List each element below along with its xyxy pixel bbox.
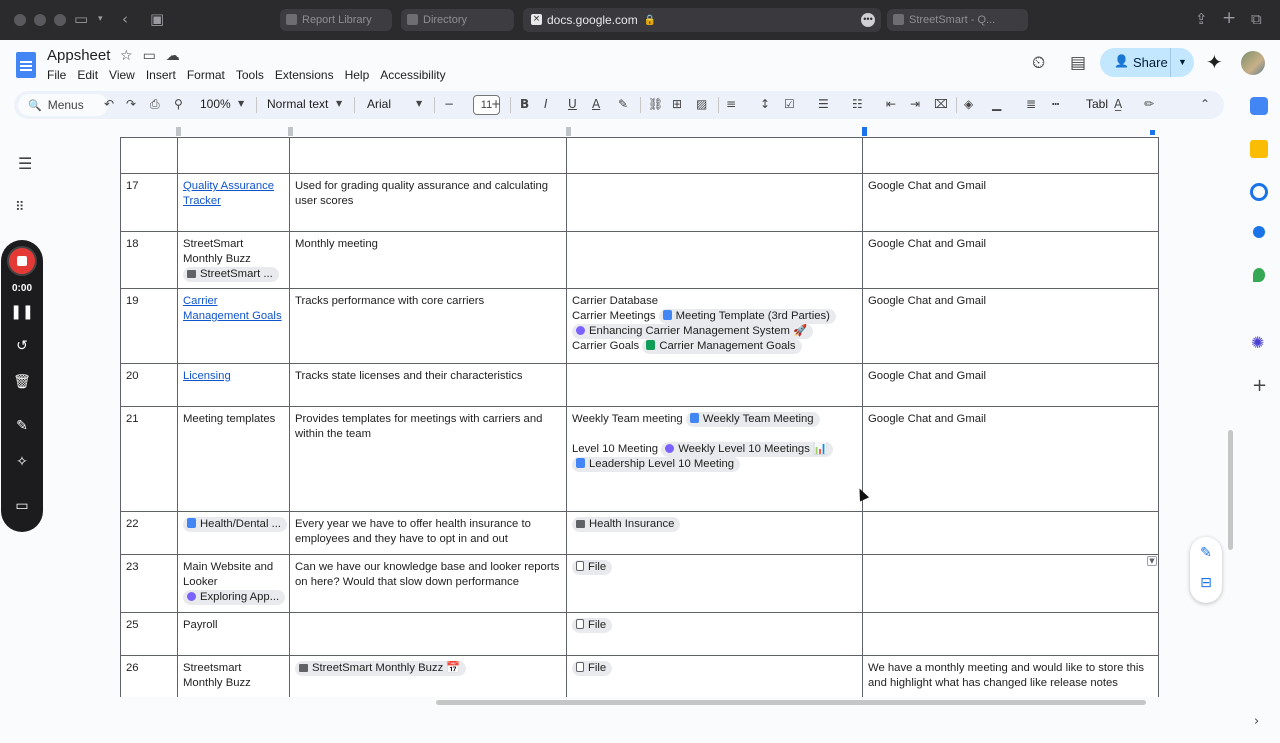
calendar-icon[interactable] <box>1250 97 1268 115</box>
notes-cell[interactable] <box>863 512 1159 555</box>
resource-line <box>572 661 857 676</box>
file-icon <box>576 561 584 571</box>
contacts-icon[interactable] <box>1253 226 1265 238</box>
people-icon: 👤 <box>1114 54 1129 68</box>
menu-view[interactable]: View <box>109 68 135 82</box>
addon-icon[interactable]: ✺ <box>1251 333 1265 352</box>
browser-toolbar <box>0 0 1280 40</box>
restart-icon[interactable]: ↺ <box>16 338 28 354</box>
row-number: 23 <box>126 561 139 573</box>
version-history-icon[interactable]: ⏲ <box>1032 53 1046 73</box>
resources-cell[interactable] <box>567 138 863 174</box>
calendar-event-icon <box>299 664 308 672</box>
cell-text: Main Website and Looker <box>183 561 274 588</box>
smart-chip[interactable]: Meeting Template (3rd Parties) <box>659 309 836 324</box>
notes-text: Google Chat and Gmail <box>868 180 987 192</box>
table-row <box>121 512 1159 555</box>
row-number: 20 <box>126 370 139 382</box>
notes-cell[interactable] <box>863 364 1159 407</box>
name-cell[interactable] <box>178 289 290 364</box>
notes-cell[interactable] <box>863 232 1159 289</box>
magic-wand-icon[interactable]: ✧ <box>16 454 28 470</box>
table-row <box>121 232 1159 289</box>
bulleted-list-icon[interactable]: ☰ <box>818 97 829 111</box>
expand-panel-icon[interactable]: › <box>1254 714 1260 729</box>
more-icon[interactable]: ••• <box>861 13 875 27</box>
doc-link[interactable]: Quality Assurance Tracker <box>183 180 275 207</box>
resource-line <box>572 339 857 354</box>
smart-chip[interactable]: File <box>572 560 612 575</box>
smart-chip[interactable]: Health/Dental ... <box>183 517 287 532</box>
description-cell[interactable] <box>290 407 567 512</box>
table-row <box>121 613 1159 656</box>
row-number-cell[interactable] <box>121 555 178 613</box>
style-caret-icon[interactable]: ▼ <box>336 99 343 108</box>
description-cell[interactable] <box>290 555 567 613</box>
suggest-edit-icon[interactable]: ✎ <box>1200 545 1212 561</box>
trash-icon[interactable]: 🗑 <box>13 374 31 390</box>
table-row <box>121 407 1159 512</box>
tasks-icon[interactable] <box>1250 183 1268 201</box>
menu-tools[interactable]: Tools <box>235 68 264 82</box>
increase-font-icon[interactable]: + <box>491 97 502 111</box>
browser-tab-report-library[interactable]: Report Library <box>280 9 392 31</box>
new-tab-icon[interactable]: + <box>1222 8 1237 28</box>
appsheet-icon <box>665 444 674 453</box>
ruler[interactable] <box>120 124 1160 138</box>
resources-cell[interactable] <box>567 555 863 613</box>
numbered-list-icon[interactable]: ☷ <box>852 97 863 111</box>
link-icon[interactable]: ⛓ <box>648 97 664 111</box>
smart-chip[interactable]: Carrier Management Goals <box>642 339 801 354</box>
doc-file-icon <box>576 458 585 468</box>
description-text: Used for grading quality assurance and calculating user scores <box>295 180 549 207</box>
description-text: Provides templates for meetings with carriers and within the team <box>295 413 543 440</box>
tab-overview-icon[interactable]: ▣ <box>150 10 165 28</box>
font-size-input[interactable]: 11 <box>473 95 500 115</box>
menu-accessibility[interactable]: Accessibility <box>380 68 446 82</box>
resource-line <box>572 517 857 532</box>
table-row <box>121 289 1159 364</box>
resource-line <box>572 412 857 427</box>
name-cell[interactable] <box>178 407 290 512</box>
text-color-icon[interactable]: A <box>592 97 601 111</box>
search-icon: 🔍 <box>28 98 42 112</box>
move-folder-icon[interactable]: ▭ <box>142 48 156 64</box>
menu-help[interactable]: Help <box>344 68 370 82</box>
resource-line <box>572 324 857 339</box>
notes-cell[interactable] <box>863 613 1159 656</box>
menu-edit[interactable]: Edit <box>77 68 99 82</box>
star-icon[interactable]: ☆ <box>120 48 133 64</box>
editing-mode-icon[interactable]: ✏ <box>1144 97 1155 111</box>
cell-text: Carrier Database <box>572 295 659 307</box>
horizontal-scrollbar[interactable] <box>436 700 1146 705</box>
share-page-icon[interactable]: ⇪ <box>1195 10 1208 28</box>
cell-fill-icon[interactable]: ◈ <box>964 97 974 111</box>
doc-link[interactable]: Licensing <box>183 370 231 382</box>
row-number: 22 <box>126 518 139 530</box>
smart-chip[interactable]: Enhancing Carrier Management System 🚀 <box>572 324 813 339</box>
notes-text: Google Chat and Gmail <box>868 413 987 425</box>
file-icon <box>576 662 584 672</box>
table-row <box>121 364 1159 407</box>
border-color-icon[interactable]: ▁ <box>992 97 1002 111</box>
row-number-cell[interactable] <box>121 138 178 174</box>
resource-line <box>572 457 857 472</box>
undo-icon[interactable]: ↶ <box>104 97 115 111</box>
menu-format[interactable]: Format <box>186 68 225 82</box>
formatting-toolbar <box>14 91 1224 119</box>
resource-line <box>572 442 857 457</box>
table-row <box>121 555 1159 613</box>
notes-text: We have a monthly meeting and would like to store this and highlight what has changed like release notes <box>868 662 1145 689</box>
decrease-font-icon[interactable]: − <box>444 97 455 111</box>
decrease-indent-icon[interactable]: ⇤ <box>886 97 897 111</box>
insert-image-icon[interactable]: ▨ <box>696 97 708 111</box>
notes-cell[interactable] <box>863 555 1159 613</box>
smart-chip[interactable]: Leadership Level 10 Meeting <box>572 457 740 472</box>
smart-chip[interactable]: File <box>572 661 612 676</box>
cell-text: Level 10 Meeting <box>572 443 662 455</box>
stop-recording-button[interactable] <box>7 246 37 276</box>
tabs-icon[interactable]: ⠿ <box>15 200 25 215</box>
menu-bar <box>47 68 457 82</box>
notes-cell[interactable] <box>863 407 1159 512</box>
zoom-select[interactable]: 100% <box>200 97 231 111</box>
resource-line <box>572 309 857 324</box>
vertical-scrollbar[interactable] <box>1228 430 1233 550</box>
menu-extensions[interactable]: Extensions <box>274 68 334 82</box>
recording-time: 0:00 <box>11 283 32 294</box>
outline-icon[interactable]: ☰ <box>18 154 33 173</box>
row-number-cell[interactable] <box>121 407 178 512</box>
row-number-cell[interactable] <box>121 656 178 698</box>
description-cell[interactable] <box>290 232 567 289</box>
row-number: 21 <box>126 413 139 425</box>
screen-recorder <box>1 240 43 532</box>
cell-menu-icon[interactable]: ▼ <box>1147 556 1157 566</box>
description-text: Tracks state licenses and their characteristics <box>295 370 523 382</box>
name-cell[interactable] <box>178 512 290 555</box>
menus-search[interactable]: 🔍 Menus <box>18 94 108 116</box>
cell-text: Streetsmart Monthly Buzz <box>183 662 251 689</box>
back-icon[interactable]: ‹ <box>122 10 128 28</box>
underline-icon[interactable]: U <box>568 97 577 111</box>
name-cell[interactable] <box>178 364 290 407</box>
name-cell[interactable] <box>178 613 290 656</box>
table-row <box>121 138 1159 174</box>
bold-icon[interactable]: B <box>520 97 530 111</box>
resources-cell[interactable] <box>567 364 863 407</box>
align-icon[interactable]: ≡ <box>726 97 737 111</box>
smart-chip[interactable]: StreetSmart Monthly Buzz 📅 <box>295 661 466 676</box>
font-caret-icon[interactable]: ▼ <box>416 99 423 108</box>
chevron-down-icon[interactable]: ▾ <box>98 14 103 24</box>
row-number: 18 <box>126 238 139 250</box>
spelling-icon[interactable]: A̲ <box>1114 97 1123 111</box>
border-dash-icon[interactable]: ┅ <box>1052 97 1060 111</box>
doc-link[interactable]: Carrier Management Goals <box>183 295 282 322</box>
font-select[interactable]: Arial <box>367 97 392 111</box>
line-spacing-icon[interactable]: ↕ <box>760 97 771 111</box>
cell-text: Weekly Team meeting <box>572 413 686 425</box>
site-favicon-icon: × <box>532 14 541 24</box>
row-number: 25 <box>126 619 139 631</box>
description-text: Monthly meeting <box>295 238 378 250</box>
doc-file-icon <box>690 413 699 423</box>
resource-line <box>572 618 857 633</box>
address-bar[interactable]: × docs.google.com 🔒 ••• <box>523 8 881 32</box>
style-select[interactable]: Normal text <box>267 97 329 111</box>
notes-cell[interactable] <box>863 138 1159 174</box>
cloud-status-icon[interactable]: ☁ <box>165 48 180 64</box>
description-cell[interactable] <box>290 613 567 656</box>
comments-icon[interactable]: ▤ <box>1070 53 1087 73</box>
share-dropdown-icon[interactable]: ▼ <box>1170 48 1194 77</box>
cell-text: Carrier Meetings <box>572 310 659 322</box>
table-menu[interactable]: Tabl <box>1086 97 1109 111</box>
name-cell[interactable] <box>178 232 290 289</box>
resources-cell[interactable] <box>567 656 863 698</box>
camera-icon[interactable]: ▭ <box>15 498 29 514</box>
cell-text: Meeting templates <box>183 413 276 425</box>
gemini-icon[interactable]: ✦ <box>1206 50 1223 74</box>
border-width-icon[interactable]: ≣ <box>1026 97 1037 111</box>
row-number: 26 <box>126 662 139 674</box>
cell-text: Carrier Goals <box>572 340 643 352</box>
resource-line <box>572 427 857 442</box>
notes-cell[interactable] <box>863 656 1159 698</box>
smart-chip[interactable]: Weekly Team Meeting <box>686 412 820 427</box>
doc-file-icon <box>187 518 196 528</box>
resource-line <box>572 294 857 309</box>
italic-icon[interactable]: I <box>544 97 548 111</box>
description-text: Every year we have to offer health insurance to employees and they have to opt in and out <box>295 518 531 545</box>
smart-chip[interactable]: File <box>572 618 612 633</box>
description-cell[interactable] <box>290 512 567 555</box>
resources-cell[interactable] <box>567 289 863 364</box>
smart-chip[interactable]: StreetSmart ... <box>183 267 279 282</box>
increase-indent-icon[interactable]: ⇥ <box>910 97 921 111</box>
collapse-toolbar-icon[interactable]: ⌃ <box>1200 97 1211 111</box>
name-cell[interactable] <box>178 555 290 613</box>
resource-line <box>572 560 857 575</box>
folder-icon <box>187 270 196 278</box>
description-text: Tracks performance with core carriers <box>295 295 485 307</box>
doc-file-icon <box>663 310 672 320</box>
description-text: Can we have our knowledge base and looker reports on here? Would that slow down performance <box>295 561 560 588</box>
smart-chip[interactable]: Weekly Level 10 Meetings 📊 <box>661 442 833 457</box>
paint-format-icon[interactable]: ⚲ <box>174 97 183 111</box>
window-controls[interactable] <box>14 14 66 26</box>
menu-insert[interactable]: Insert <box>145 68 176 82</box>
table-row <box>121 656 1159 698</box>
row-number: 19 <box>126 295 139 307</box>
get-addons-icon[interactable]: + <box>1252 375 1268 396</box>
smart-chip[interactable]: Health Insurance <box>572 517 680 532</box>
docs-logo-icon[interactable] <box>16 52 36 78</box>
floating-edit-tools <box>1190 537 1222 603</box>
browser-tab-streetsmart[interactable]: StreetSmart - Q... <box>887 9 1028 31</box>
row-number-cell[interactable] <box>121 174 178 232</box>
notes-cell[interactable] <box>863 174 1159 232</box>
resources-cell[interactable] <box>567 174 863 232</box>
description-cell[interactable] <box>290 174 567 232</box>
description-cell[interactable] <box>290 289 567 364</box>
table-row <box>121 174 1159 232</box>
name-cell[interactable] <box>178 174 290 232</box>
smart-chip[interactable]: Exploring App... <box>183 590 285 605</box>
sheet-file-icon <box>646 340 655 350</box>
avatar[interactable] <box>1241 51 1265 75</box>
appsheet-icon <box>576 326 585 335</box>
browser-tab-directory[interactable]: Directory <box>401 9 514 31</box>
resources-cell[interactable] <box>567 407 863 512</box>
document-title[interactable]: Appsheet <box>47 47 111 64</box>
pause-icon[interactable]: ❚❚ <box>10 304 34 320</box>
keep-icon[interactable] <box>1250 140 1268 158</box>
notes-text: Google Chat and Gmail <box>868 238 987 250</box>
add-emoji-comment-icon[interactable]: ⊟ <box>1200 575 1212 591</box>
cell-text: Payroll <box>183 619 218 631</box>
title-actions <box>120 48 180 64</box>
description-cell[interactable] <box>290 138 567 174</box>
resources-cell[interactable] <box>567 232 863 289</box>
highlight-icon[interactable]: ✎ <box>618 97 629 111</box>
sidebar-toggle-icon[interactable]: ▭ <box>74 10 89 28</box>
tabs-grid-icon[interactable]: ⧉ <box>1251 10 1262 28</box>
add-comment-icon[interactable]: ⊞ <box>672 97 683 111</box>
name-cell[interactable] <box>178 656 290 698</box>
row-number-cell[interactable] <box>121 289 178 364</box>
notes-text: Google Chat and Gmail <box>868 295 987 307</box>
pen-icon[interactable]: ✎ <box>16 418 28 434</box>
description-cell[interactable] <box>290 656 567 698</box>
cell-text: StreetSmart Monthly Buzz <box>183 238 251 265</box>
zoom-caret-icon[interactable]: ▼ <box>238 99 245 108</box>
file-icon <box>576 619 584 629</box>
resources-cell[interactable] <box>567 512 863 555</box>
name-cell[interactable] <box>178 138 290 174</box>
lock-icon: 🔒 <box>643 14 657 26</box>
row-number-cell[interactable] <box>121 364 178 407</box>
document-page <box>120 137 1160 697</box>
notes-text: Google Chat and Gmail <box>868 370 987 382</box>
appsheet-icon <box>187 592 196 601</box>
folder-icon <box>576 520 585 528</box>
notes-cell[interactable] <box>863 289 1159 364</box>
clear-formatting-icon[interactable]: ⌧ <box>934 97 948 111</box>
redo-icon[interactable]: ↷ <box>126 97 137 111</box>
row-number-cell[interactable] <box>121 232 178 289</box>
description-cell[interactable] <box>290 364 567 407</box>
checklist-icon[interactable]: ☑ <box>784 97 795 111</box>
share-button[interactable]: 👤 Share ▼ <box>1100 48 1194 77</box>
app-table <box>120 137 1159 697</box>
row-number-cell[interactable] <box>121 512 178 555</box>
row-number: 17 <box>126 180 139 192</box>
maps-icon[interactable] <box>1253 268 1265 282</box>
print-icon[interactable]: ⎙ <box>150 97 160 111</box>
menu-file[interactable]: File <box>47 68 67 82</box>
row-number-cell[interactable] <box>121 613 178 656</box>
resources-cell[interactable] <box>567 613 863 656</box>
